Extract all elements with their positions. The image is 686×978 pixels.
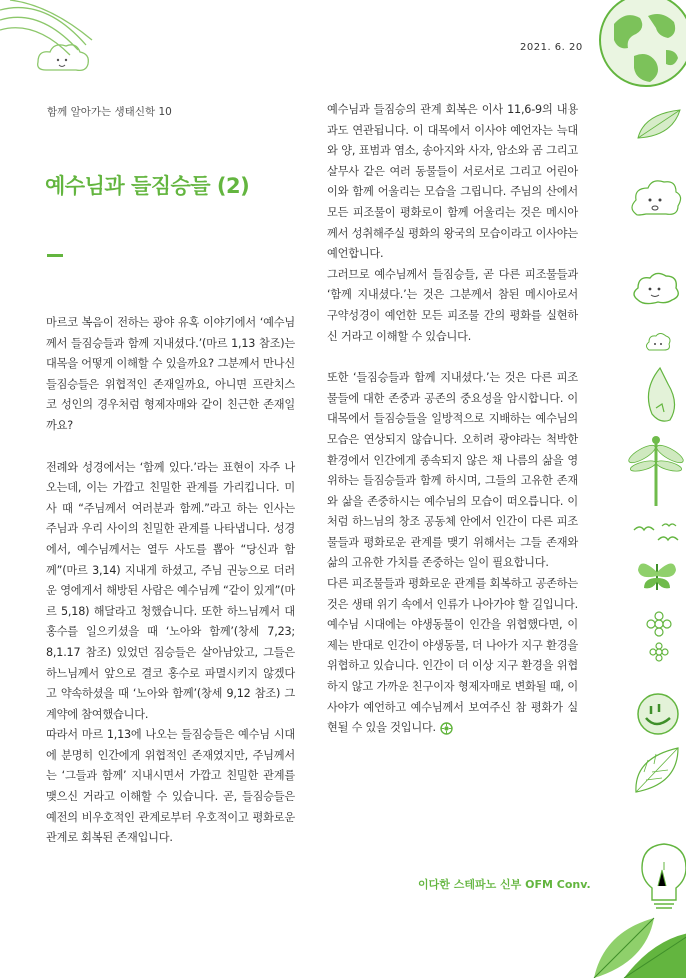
left-column xyxy=(46,313,295,849)
dragonfly-icon xyxy=(626,430,686,510)
paragraph: 예수님과 들짐승의 관계 회복은 이사 11,6-9의 내용과도 연관됩니다. 이 대목에서 이사야 예언자는 늑대와 양, 표범과 염소, 송아지와 사자, 암소와 곰 그리고 살무사 같은 여러 동물들이 서로서로 그리고 어린아이와 함께 어울리는 모습을 그립니다. 주님의 산에서 모든 피조물이 평화로이 함께 어울리는 것은 메시아께서 성취해주실 평화의 왕국의 모습이라고 이사야는 예언합니다. xyxy=(327,103,578,261)
leaf-icon xyxy=(632,744,682,796)
leaf-icon xyxy=(636,108,682,142)
cloud-face-icon xyxy=(628,178,682,224)
article-title: 예수님과 들짐승들 (2) xyxy=(45,174,250,198)
author-byline: 이다한 스테파노 신부 OFM Conv. xyxy=(418,878,591,891)
end-mark-icon xyxy=(440,722,453,735)
paragraph: 마르코 복음이 전하는 광야 유혹 이야기에서 ‘예수님께서 들짐승들과 함께 지내셨다.’(마르 1,13 참조)는 대목을 어떻게 이해할 수 있을까요? 그분께서 만나신 들짐승들은 위협적인 존재일까요, 아니면 프란치스코 성인의 경우처럼 형제자매와 같이 친근한 존재일까요? xyxy=(46,316,295,432)
issue-date: 2021. 6. 20 xyxy=(520,42,583,53)
flower-icon xyxy=(644,612,674,662)
bird-icon xyxy=(632,520,684,550)
paragraph: 전례와 성경에서는 ‘함께 있다.’라는 표현이 자주 나오는데, 이는 가깝고 친밀한 관계를 가리킵니다. 미사 때 “주님께서 여러분과 함께.”라고 하는 인사는 주님과 우리 사이의 친밀한 관계를 나타냅니다. 성경에서, 예수님께서는 열두 사도를 뽑아 “당신과 함께”(마르 3,14) 지내게 하셨고, 주님 권능으로 더러운 영에게서 해방된 사람은 예수님께 “같이 있게”(마르 5,18) 해달라고 청했습니다. 또한 하느님께서 대홍수를 일으키셨을 때 ‘노아와 함께’(창세 7,23; 8,1.17 참조) 있었던 짐승들은 살아남았고, 그들은 하느님께서 앞으로 결코 홍수로 파멸시키지 않겠다고 약속하셨을 때 ‘노아와 함께’(창세 9,12 참조) 그 계약에 참여했습니다. xyxy=(46,460,295,721)
leaf-pile-icon xyxy=(584,912,686,978)
paragraph: 따라서 마르 1,13에 나오는 들짐승들은 예수님 시대에 분명히 인간에게 위협적인 존재였지만, 주님께서는 ‘그들과 함께’ 지내시면서 가깝고 친밀한 관계를 맺으신 거라고 이해할 수 있습니다. 곧, 들짐승들은 예전의 비우호적인 관계로부터 우호적이고 평화로운 관계로 회복된 존재입니다. xyxy=(46,728,295,845)
right-column xyxy=(327,100,578,739)
rainbow-cloud-icon xyxy=(0,0,110,90)
paragraph: 또한 ‘들짐승들과 함께 지내셨다.’는 것은 다른 피조물들에 대한 존중과 공존의 중요성을 암시합니다. 이 대목에서 들짐승들을 일방적으로 지배하는 예수님의 모습은 연상되지 않습니다. 오히려 광야라는 척박한 환경에서 인간에게 종속되지 않은 채 나름의 삶을 영위하는 들짐승들과 함께 하시며, 그들의 고유한 존재와 삶을 존중하시는 예수님의 모습이 떠오릅니다. 이처럼 하느님의 창조 공동체 안에서 인간이 다른 피조물들과 평화로운 관계를 맺기 위해서는 그들 존재와 삶의 고유한 가치를 존중하는 일이 필요합니다. xyxy=(327,371,578,570)
title-divider xyxy=(47,254,63,257)
series-label: 함께 알아가는 생태신학 10 xyxy=(47,106,172,118)
globe-icon xyxy=(594,0,686,94)
cloud-face-icon xyxy=(630,270,680,310)
butterfly-icon xyxy=(636,556,678,594)
recycle-arrow-icon xyxy=(640,364,684,428)
lightbulb-icon xyxy=(636,840,686,916)
paragraph-final xyxy=(327,574,578,739)
paragraph: 그러므로 예수님께서 들짐승들, 곧 다른 피조물들과 ‘함께 지내셨다.’는 것은 그분께서 참된 메시아로서 구약성경이 예언한 모든 피조물 간의 평화를 실현하신 거라고 이해할 수 있습니다. xyxy=(327,267,578,343)
cloud-face-icon xyxy=(644,332,672,356)
smiley-icon xyxy=(634,690,682,738)
paragraph-text: 다른 피조물들과 평화로운 관계를 회복하고 공존하는 것은 생태 위기 속에서 인류가 나아가야 할 길입니다. 예수님 시대에는 야생동물이 인간을 위협했다면, 이제는 반대로 인간이 야생동물, 더 나아가 지구 환경을 위협하고 있습니다. 인간이 더 이상 지구 환경을 위협하지 않고 가까운 친구이자 형제자매로 변화될 때, 이사야가 예언하고 예수님께서 보여주신 참 평화가 실현될 수 있을 것입니다. xyxy=(327,577,578,735)
